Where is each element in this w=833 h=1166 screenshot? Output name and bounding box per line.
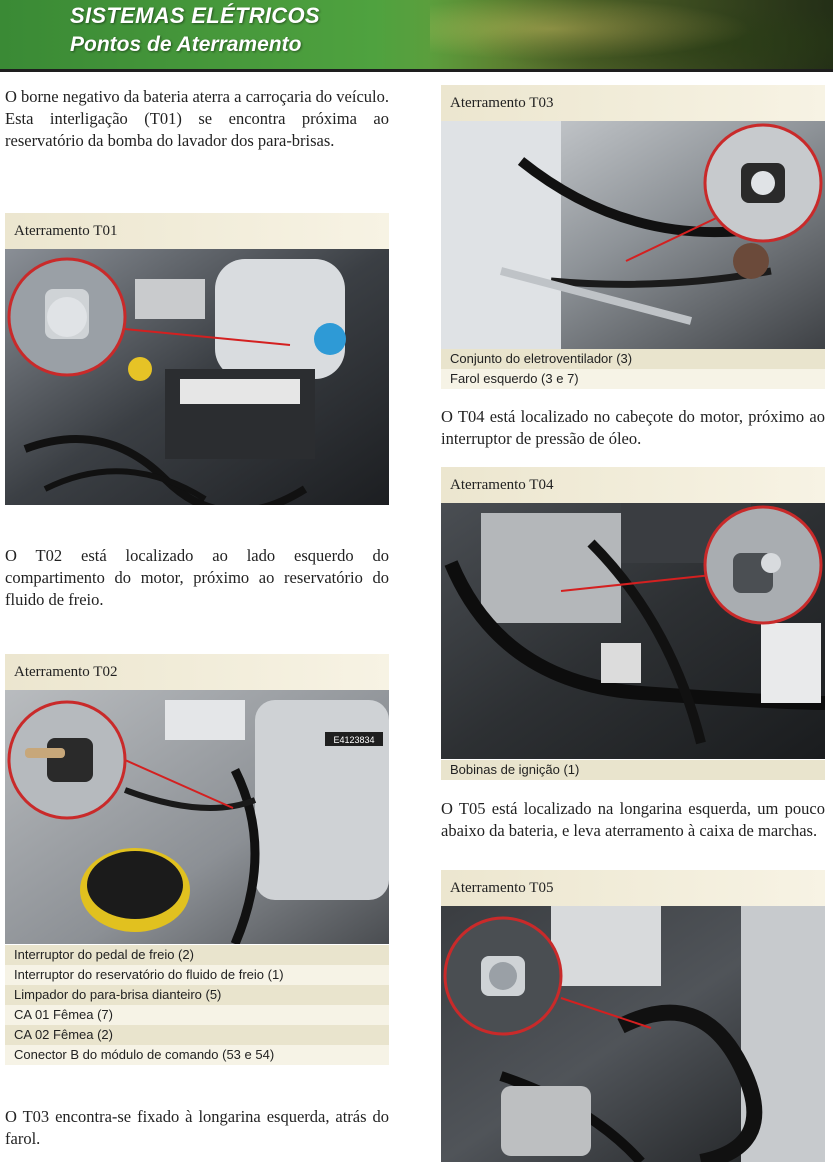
t03-paragraph: O T03 encontra-se fixado à longarina esquerda, atrás do farol. bbox=[5, 1107, 389, 1148]
t04-caption-list bbox=[441, 760, 825, 780]
page-header bbox=[0, 0, 833, 72]
t04-label: Aterramento T04 bbox=[441, 467, 825, 503]
t02-caption-2: Interruptor do reservatório do fluido de freio (1) bbox=[5, 965, 389, 985]
t02-caption-list bbox=[5, 945, 389, 1065]
t05-photo bbox=[441, 906, 825, 1162]
header-engine-photo bbox=[430, 0, 833, 72]
t03-label: Aterramento T03 bbox=[441, 85, 825, 121]
t02-caption-6: Conector B do módulo de comando (53 e 54) bbox=[5, 1045, 389, 1065]
t02-label: Aterramento T02 bbox=[5, 654, 389, 690]
t01-label: Aterramento T01 bbox=[5, 213, 389, 249]
t03-caption-2: Farol esquerdo (3 e 7) bbox=[441, 369, 825, 389]
t04-photo bbox=[441, 503, 825, 759]
section-title: SISTEMAS ELÉTRICOS bbox=[70, 3, 320, 28]
t01-photo bbox=[5, 249, 389, 505]
t03-caption-list bbox=[441, 349, 825, 389]
t02-caption-3: Limpador do para-brisa dianteiro (5) bbox=[5, 985, 389, 1005]
t03-caption-1: Conjunto do eletroventilador (3) bbox=[441, 349, 825, 369]
t05-label: Aterramento T05 bbox=[441, 870, 825, 906]
part-number-tag: E4123834 bbox=[333, 735, 375, 745]
t05-paragraph: O T05 está localizado na longarina esquerda, um pouco abaixo da bateria, e leva aterramento à caixa de marchas. bbox=[441, 799, 825, 840]
header-rule bbox=[0, 69, 833, 72]
t02-caption-5: CA 02 Fêmea (2) bbox=[5, 1025, 389, 1045]
t02-paragraph: O T02 está localizado ao lado esquerdo do compartimento do motor, próximo ao reservatório do fluido de freio. bbox=[5, 546, 389, 609]
intro-paragraph: O borne negativo da bateria aterra a carroçaria do veículo. Esta interligação (T01) se encontra próxima ao reservatório da bomba do lavador dos para-brisas. bbox=[5, 87, 389, 150]
t02-caption-1: Interruptor do pedal de freio (2) bbox=[5, 945, 389, 965]
t02-photo bbox=[5, 690, 389, 944]
t03-photo bbox=[441, 121, 825, 349]
t04-paragraph: O T04 está localizado no cabeçote do motor, próximo ao interruptor de pressão de óleo. bbox=[441, 407, 825, 448]
t04-caption-1: Bobinas de ignição (1) bbox=[441, 760, 825, 780]
section-subtitle: Pontos de Aterramento bbox=[70, 33, 302, 56]
t02-caption-4: CA 01 Fêmea (7) bbox=[5, 1005, 389, 1025]
